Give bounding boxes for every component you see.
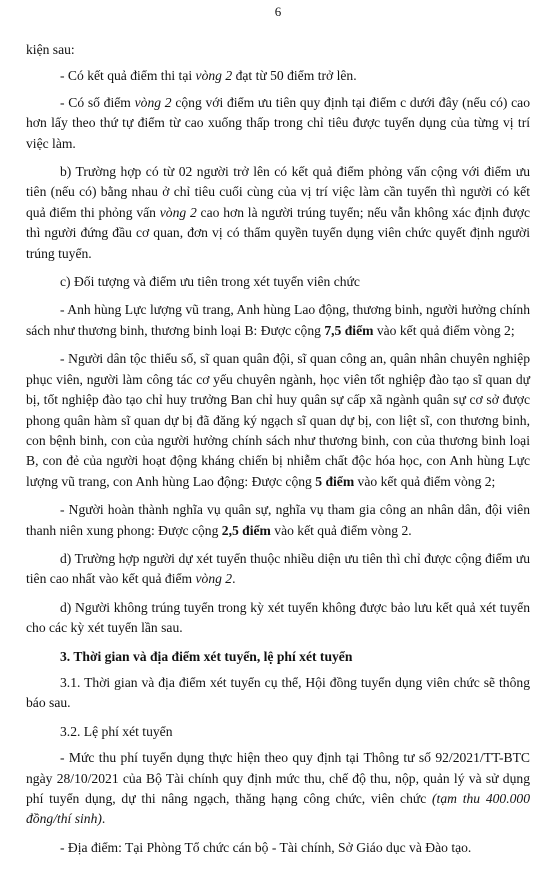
paragraph-condition-2 — [26, 93, 530, 154]
text: - Người hoàn thành nghĩa vụ quân sự, nghĩa vụ tham gia công an nhân dân, đội viên thanh niên xung phong: Được cộng — [26, 502, 530, 538]
paragraph-d-2: d) Người không trúng tuyển trong kỳ xét tuyển không được bảo lưu kết quả xét tuyển cho các kỳ xét tuyển lần sau. — [26, 599, 530, 636]
paragraph-3-2-heading: 3.2. Lệ phí xét tuyển — [60, 723, 173, 739]
text-bold: 7,5 điểm — [324, 322, 374, 338]
text: . — [232, 571, 236, 587]
text: d) Trường hợp người dự xét tuyển thuộc nhiều diện ưu tiên thì chỉ được cộng điểm ưu tiên cao nhất vào kết quả điểm — [26, 550, 530, 587]
paragraph-priority-2 — [26, 349, 530, 492]
paragraph-priority-3 — [26, 500, 530, 541]
page-number: 6 — [274, 4, 282, 19]
text-italic: (tạm thu 400.000 đồng/thí sinh) — [26, 791, 530, 827]
paragraph-condition-1 — [26, 66, 530, 86]
text-bold: 2,5 điểm — [221, 522, 271, 538]
text-italic: vòng 2 — [159, 204, 197, 220]
text-italic: vòng 2 — [195, 571, 233, 587]
text: vào kết quả điểm vòng 2; — [373, 322, 515, 338]
text: b) Trường hợp có từ 02 người trở lên có kết quả điểm phỏng vấn cộng với điểm ưu tiên (nếu có) bằng nhau ở chỉ tiêu cuối cùng của vị trí việc làm cần tuyển thì người có kết quả điểm thi phỏng vấn — [26, 164, 530, 220]
text: cao hơn là người trúng tuyển; nếu vẫn không xác định được thì người đứng đầu cơ quan, đơn vị có thẩm quyền tuyển dụng viên chức quyết định người trúng tuyển. — [26, 204, 530, 261]
text-italic: vòng 2 — [195, 68, 233, 84]
paragraph-location: - Địa điểm: Tại Phòng Tổ chức cán bộ - Tài chính, Sở Giáo dục và Đào tạo. — [60, 839, 472, 855]
text-italic: vòng 2 — [134, 94, 172, 110]
paragraph-3-1: 3.1. Thời gian và địa điểm xét tuyển cụ thể, Hội đồng tuyển dụng viên chức sẽ thông báo sau. — [26, 674, 530, 711]
text: - Có số điểm — [60, 94, 135, 110]
paragraph-b — [26, 162, 530, 264]
text: . — [101, 811, 106, 827]
text: - Mức thu phí tuyển dụng thực hiện theo quy định tại Thông tư số 92/2021/TT-BTC ngày 28/10/2021 của Bộ Tài chính quy định mức thu, chế độ thu, nộp, quản lý và sử dụng phí tuyển dụng, dự thi nâng ngạch, thăng hạng công chức, viên chức — [26, 750, 530, 806]
text: đạt từ 50 điểm trở lên. — [232, 68, 357, 84]
text: - Anh hùng Lực lượng vũ trang, Anh hùng Lao động, thương binh, người hưởng chính sách như thương binh, thương binh loại B: Được cộng — [26, 302, 530, 338]
text-bold: 5 điểm — [315, 473, 355, 489]
text: - Người dân tộc thiểu số, sĩ quan quân đội, sĩ quan công an, quân nhân chuyên nghiệp phục viên, người làm công tác cơ yếu chuyên ngành, học viên tốt nghiệp đào tạo sĩ quan dự bị, tốt nghiệp đào tạo chỉ huy trưởng Ban chỉ huy quân sự cấp xã ngành quân sự cơ sở được phong quân hàm sĩ quan dự bị đã đăng ký ngạch sĩ quan dự bị, con liệt sĩ, con thương binh, con bệnh binh, con của người hưởng chính sách như thương binh, con của thương binh loại B, con đẻ của người hoạt động kháng chiến bị nhiễm chất độc hóa học, con Anh hùng Lực lượng vũ trang, con Anh hùng Lao động: Được cộng — [26, 351, 530, 489]
paragraph-continuation: kiện sau: — [26, 42, 75, 57]
text: - Có kết quả điểm thi tại — [60, 68, 196, 84]
paragraph-d-1 — [26, 549, 530, 590]
paragraph-priority-1 — [26, 300, 530, 341]
text: vào kết quả điểm vòng 2; — [354, 473, 496, 489]
text: cộng với điểm ưu tiên quy định tại điểm c dưới đây (nếu có) cao hơn lấy theo thứ tự điểm từ cao xuống thấp trong chỉ tiêu được tuyển dụng của từng vị trí việc làm. — [26, 94, 531, 151]
section-heading-3: 3. Thời gian và địa điểm xét tuyển, lệ phí xét tuyển — [60, 648, 353, 664]
paragraph-fee — [26, 748, 530, 830]
text: vào kết quả điểm vòng 2. — [270, 522, 412, 538]
paragraph-c-heading: c) Đối tượng và điểm ưu tiên trong xét tuyển viên chức — [60, 274, 360, 290]
